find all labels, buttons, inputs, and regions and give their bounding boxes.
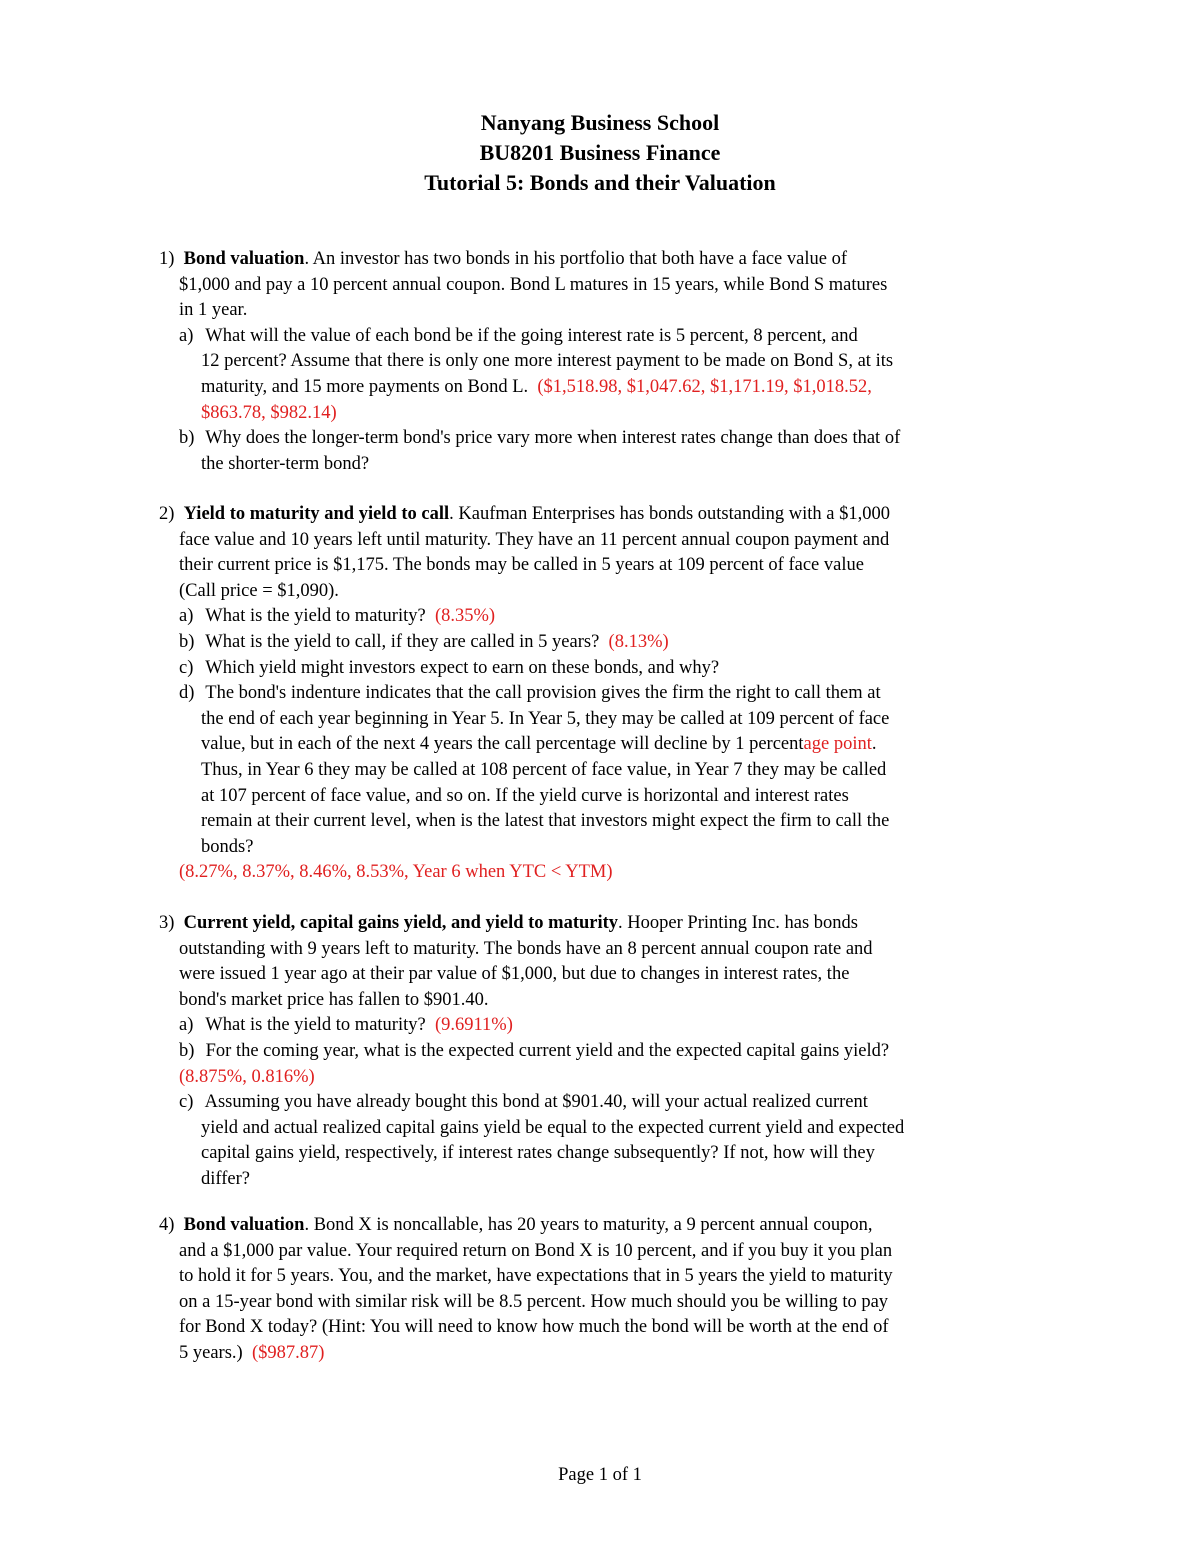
question-title: Bond valuation bbox=[183, 249, 305, 269]
question-number: 3) bbox=[159, 913, 175, 933]
question-3c: c) Assuming you have already bought this bond at $901.40, will your actual realized current yield and actual realized capital gains yield be equal to the expected current yield and expected capital gains yield, respectively, if interest rates change subsequently? If not, how will they differ? bbox=[179, 1092, 905, 1189]
question-3: 3) Current yield, capital gains yield, and yield to maturity. Hooper Printing Inc. has bonds outstanding with 9 years left to maturity. The bonds have an 8 percent annual coupon rate and were issued 1 year ago at their par value of $1,000, but due to changes in interest rates, the bond's market price has fallen to $901.40. a) What is the yield to maturity? (9.6911%) b) For the coming year, what is the expected current yield and the expected capital gains yield? (8.875%, 0.816%) c) Assuming you have already bought this bond at $901.40, will your actual realized current yield and actual realized capital gains yield be equal to the expected current yield and expected capital gains yield, respectively, if interest rates change subsequently? If not, how will they differ? bbox=[159, 911, 1049, 1193]
answer: (8.35%) bbox=[434, 606, 496, 627]
question-1a: a) What will the value of each bond be if the going interest rate is 5 percent, 8 percent, and 12 percent? Assume that there is only one more interest payment to be made on Bond S, at its maturity, and 15 more payments on Bond L. ($1,518.98, $1,047.62, $1,171.19, $1,018.52, $863.78, $982.14) bbox=[159, 324, 1049, 426]
answer: (8.875%, 0.816%) bbox=[179, 1066, 315, 1087]
answer: $863.78, $982.14) bbox=[201, 402, 337, 423]
question-2b: b) What is the yield to call, if they are called in 5 years? (8.13%) bbox=[179, 631, 669, 652]
question-title: Yield to maturity and yield to call bbox=[183, 504, 450, 524]
page-footer: Page 1 of 1 bbox=[558, 1465, 642, 1485]
question-title: Current yield, capital gains yield, and yield to maturity bbox=[183, 913, 619, 933]
question-3a: a) What is the yield to maturity? (9.6911%) bbox=[179, 1015, 513, 1036]
question-2d: d) The bond's indenture indicates that the call provision gives the firm the right to call them at the end of each year beginning in Year 5. In Year 5, they may be called at 109 percent of face value, but in each of the next 4 years the call percentage will decline by 1 percentage point. Thus, in Year 6 they may be called at 108 percent of face value, in Year 7 they may be called at 107 percent of face value, and so on. If the yield curve is horizontal and interest rates remain at their current level, when is the latest that investors might expect the firm to call the bonds? bbox=[179, 683, 890, 857]
question-1: 1) Bond valuation. An investor has two bonds in his portfolio that both have a face value of $1,000 and pay a 10 percent annual coupon. Bond L matures in 15 years, while Bond S matures in 1 year. a) What will the value of each bond be if the going interest rate is 5 percent, 8 percent, and 12 percent? Assume that there is only one more interest payment to be made on Bond S, at its maturity, and 15 more payments on Bond L. ($1,518.98, $1,047.62, $1,171.19, $1,018.52, $863.78, $982.14) b) Why does the longer-term bond's price vary more when interest rates change than does that of the shorter-term bond? bbox=[159, 247, 1049, 477]
question-3b: b) For the coming year, what is the expected current yield and the expected capital gains yield? (8.875%, 0.816%) bbox=[159, 1039, 1049, 1090]
question-title: Bond valuation bbox=[183, 1215, 305, 1235]
question-2: 2) Yield to maturity and yield to call. Kaufman Enterprises has bonds outstanding with a $1,000 face value and 10 years left until maturity. They have an 11 percent annual coupon payment and their current price is $1,175. The bonds may be called in 5 years at 109 percent of face value (Call price = $1,090). a) What is the yield to maturity? (8.35%) b) What is the yield to call, if they are called in 5 years? (8.13%) c) Which yield might investors expect to earn on these bonds, and why? d) The bond's indenture indicates that the call provision gives the firm the right to call them at the end of each year beginning in Year 5. In Year 5, they may be called at 109 percent of face value, but in each of the next 4 years the call percentage will decline by 1 percentage point. Thus, in Year 6 they may be called at 108 percent of face value, in Year 7 they may be called at 107 percent of face value, and so on. If the yield curve is horizontal and interest rates remain at their current level, when is the latest that investors might expect the firm to call the bonds? (8.27%, 8.37%, 8.46%, 8.53%, Year 6 when YTC < YTM) bbox=[159, 502, 1049, 886]
course-title: BU8201 Business Finance bbox=[479, 140, 721, 165]
answer: (8.27%, 8.37%, 8.46%, 8.53%, Year 6 when YTC < YTM) bbox=[179, 862, 613, 883]
question-2c: c) Which yield might investors expect to earn on these bonds, and why? bbox=[179, 657, 720, 678]
school-name: Nanyang Business School bbox=[480, 110, 720, 135]
document-header bbox=[0, 108, 1200, 198]
answer: ($987.87) bbox=[251, 1342, 325, 1363]
answer: (8.13%) bbox=[608, 631, 669, 652]
question-4: 4) Bond valuation. Bond X is noncallable, has 20 years to maturity, a 9 percent annual coupon, and a $1,000 par value. Your required return on Bond X is 10 percent, and if you buy it you plan to hold it for 5 years. You, and the market, have expectations that in 5 years the yield to maturity on a 15-year bond with similar risk will be 8.5 percent. How much should you be willing to pay for Bond X today? (Hint: You will need to know how much the bond will be worth at the end of 5 years.) ($987.87) bbox=[159, 1215, 893, 1363]
question-number: 2) bbox=[159, 504, 175, 524]
question-number: 4) bbox=[159, 1215, 175, 1235]
tutorial-title: Tutorial 5: Bonds and their Valuation bbox=[424, 170, 776, 195]
question-1b: b) Why does the longer-term bond's price vary more when interest rates change than does that of the shorter-term bond? bbox=[179, 428, 901, 474]
question-2a: a) What is the yield to maturity? (8.35%) bbox=[179, 606, 496, 627]
answer: ($1,518.98, $1,047.62, $1,171.19, $1,018.52, bbox=[537, 376, 872, 397]
question-number: 1) bbox=[159, 249, 175, 269]
answer: (9.6911%) bbox=[434, 1015, 513, 1036]
